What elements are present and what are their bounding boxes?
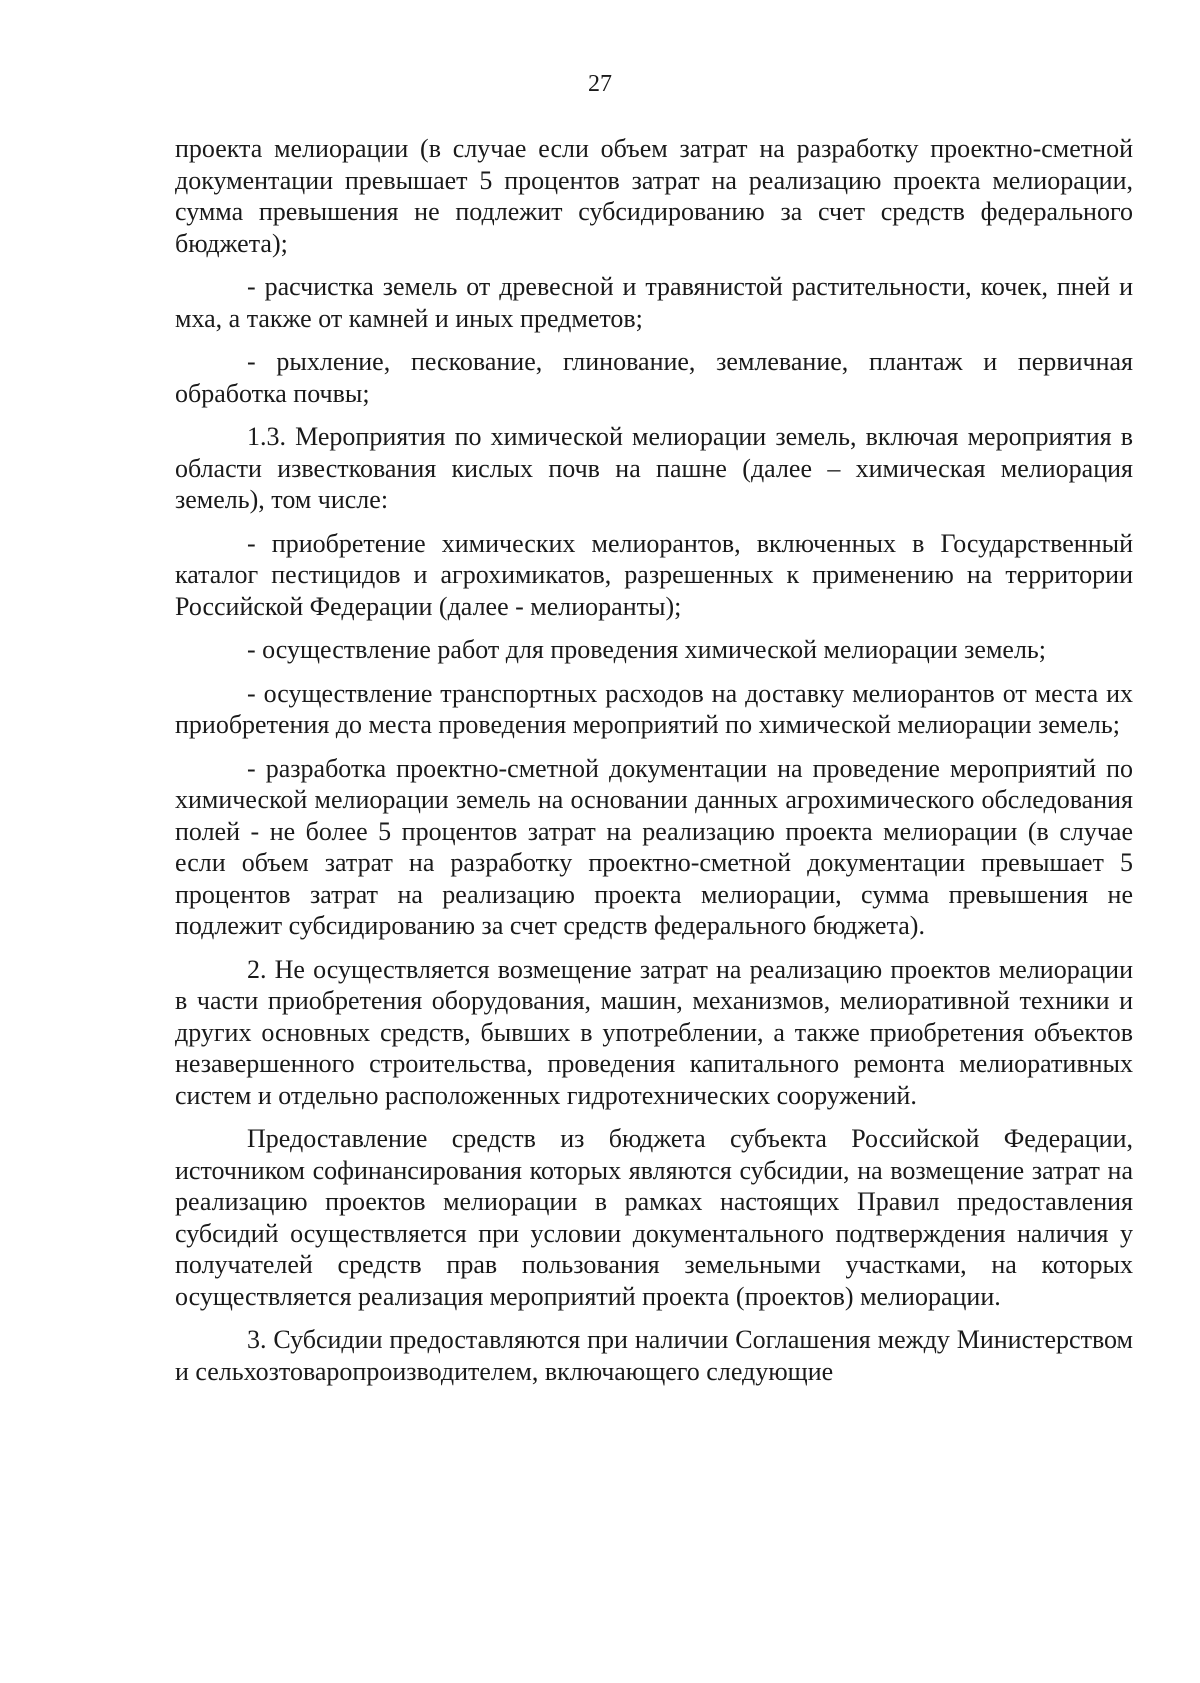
paragraph: - осуществление работ для проведения химической мелиорации земель; [247,635,1047,664]
paragraph: - приобретение химических мелиорантов, включенных в Государственный каталог пестицидов и агрохимикатов, разрешенных к применению на территории Российской Федерации (далее - мелиоранты); [175,528,1133,621]
paragraph: - осуществление транспортных расходов на доставку мелиорантов от места их приобретения до места проведения мероприятий по химической мелиорации земель; [175,678,1133,739]
paragraph: 3. Субсидии предоставляются при наличии Соглашения между Министерством и сельхозтоваропроизводителем, включающего следующие [175,1325,1133,1386]
document-body [175,133,1133,1399]
paragraph: - расчистка земель от древесной и травянистой растительности, кочек, пней и мха, а также от камней и иных предметов; [175,272,1133,333]
paragraph: Предоставление средств из бюджета субъекта Российской Федерации, источником софинансирования которых являются субсидии, на возмещение затрат на реализацию проектов мелиорации в рамках настоящих Правил предоставления субсидий осуществляется при условии документального подтверждения наличия у получателей средств прав пользования земельными участками, на которых осуществляется реализация мероприятий проекта (проектов) мелиорации. [175,1124,1133,1311]
paragraph: 1.3. Мероприятия по химической мелиорации земель, включая мероприятия в области известкования кислых почв на пашне (далее – химическая мелиорация земель), том числе: [175,422,1133,514]
paragraph: 2. Не осуществляется возмещение затрат на реализацию проектов мелиорации в части приобретения оборудования, машин, механизмов, мелиоративной техники и других основных средств, бывших в употреблении, а также приобретения объектов незавершенного строительства, проведения капитального ремонта мелиоративных систем и отдельно расположенных гидротехнических сооружений. [175,954,1133,1110]
paragraph: - рыхление, пескование, глинование, землевание, плантаж и первичная обработка почвы; [175,347,1133,408]
paragraph: проекта мелиорации (в случае если объем затрат на разработку проектно-сметной документации превышает 5 процентов затрат на реализацию проекта мелиорации, сумма превышения не подлежит субсидированию за счет средств федерального бюджета); [175,134,1133,258]
paragraph: - разработка проектно-сметной документации на проведение мероприятий по химической мелиорации земель на основании данных агрохимического обследования полей - не более 5 процентов затрат на реализацию проекта мелиорации (в случае если объем затрат на разработку проектно-сметной документации превышает 5 процентов затрат на реализацию проекта мелиорации, сумма превышения не подлежит субсидированию за счет средств федерального бюджета). [175,753,1133,940]
page-number: 27 [588,71,612,97]
